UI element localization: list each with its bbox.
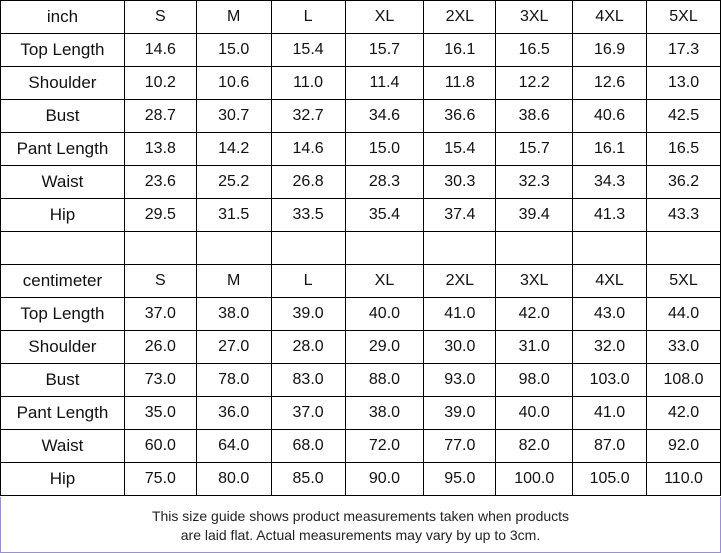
inch-value-cell: 31.5 <box>196 199 271 232</box>
inch-size-header: M <box>196 1 271 34</box>
inch-measure-label: Waist <box>1 166 125 199</box>
cm-value-cell: 40.0 <box>496 397 573 430</box>
inch-value-cell: 12.2 <box>496 67 573 100</box>
cm-value-cell: 39.0 <box>271 298 345 331</box>
inch-value-cell: 15.7 <box>496 133 573 166</box>
spacer-row <box>1 232 721 265</box>
cm-value-cell: 87.0 <box>573 430 647 463</box>
inch-value-cell: 16.5 <box>647 133 721 166</box>
inch-value-cell: 40.6 <box>573 100 647 133</box>
spacer-cell <box>496 232 573 265</box>
spacer-cell <box>647 232 721 265</box>
inch-value-cell: 16.1 <box>424 34 496 67</box>
inch-value-cell: 35.4 <box>345 199 424 232</box>
measurement-note <box>0 497 721 553</box>
inch-value-cell: 30.7 <box>196 100 271 133</box>
inch-value-cell: 16.1 <box>573 133 647 166</box>
cm-value-cell: 41.0 <box>573 397 647 430</box>
cm-value-cell: 29.0 <box>345 331 424 364</box>
inch-value-cell: 36.6 <box>424 100 496 133</box>
inch-value-cell: 34.3 <box>573 166 647 199</box>
inch-value-cell: 13.8 <box>124 133 196 166</box>
cm-value-cell: 40.0 <box>345 298 424 331</box>
inch-value-cell: 41.3 <box>573 199 647 232</box>
spacer-cell <box>345 232 424 265</box>
inch-value-cell: 15.0 <box>345 133 424 166</box>
inch-value-cell: 32.3 <box>496 166 573 199</box>
cm-value-cell: 64.0 <box>196 430 271 463</box>
table-row <box>1 430 721 463</box>
spacer-cell <box>573 232 647 265</box>
inch-value-cell: 37.4 <box>424 199 496 232</box>
inch-value-cell: 10.6 <box>196 67 271 100</box>
cm-value-cell: 27.0 <box>196 331 271 364</box>
cm-value-cell: 26.0 <box>124 331 196 364</box>
table-row <box>1 463 721 496</box>
cm-size-header: 2XL <box>424 265 496 298</box>
inch-measure-label: Pant Length <box>1 133 125 166</box>
table-row <box>1 34 721 67</box>
note-line-1: This size guide shows product measurements taken when products <box>151 508 570 524</box>
table-row <box>1 67 721 100</box>
inch-value-cell: 11.0 <box>271 67 345 100</box>
inch-size-header: 3XL <box>496 1 573 34</box>
inch-value-cell: 28.3 <box>345 166 424 199</box>
inch-value-cell: 28.7 <box>124 100 196 133</box>
cm-value-cell: 110.0 <box>647 463 721 496</box>
cm-value-cell: 78.0 <box>196 364 271 397</box>
inch-value-cell: 34.6 <box>345 100 424 133</box>
inch-value-cell: 17.3 <box>647 34 721 67</box>
table-row <box>1 397 721 430</box>
cm-value-cell: 42.0 <box>647 397 721 430</box>
cm-value-cell: 30.0 <box>424 331 496 364</box>
cm-value-cell: 60.0 <box>124 430 196 463</box>
cm-measure-label: Bust <box>1 364 125 397</box>
cm-value-cell: 28.0 <box>271 331 345 364</box>
inch-value-cell: 32.7 <box>271 100 345 133</box>
spacer-cell <box>424 232 496 265</box>
cm-value-cell: 93.0 <box>424 364 496 397</box>
inch-measure-label: Hip <box>1 199 125 232</box>
spacer-cell <box>271 232 345 265</box>
table-row <box>1 100 721 133</box>
cm-value-cell: 37.0 <box>124 298 196 331</box>
inch-value-cell: 23.6 <box>124 166 196 199</box>
inch-value-cell: 13.0 <box>647 67 721 100</box>
cm-value-cell: 95.0 <box>424 463 496 496</box>
inch-value-cell: 11.4 <box>345 67 424 100</box>
inch-value-cell: 26.8 <box>271 166 345 199</box>
cm-value-cell: 72.0 <box>345 430 424 463</box>
inch-size-header: S <box>124 1 196 34</box>
cm-value-cell: 39.0 <box>424 397 496 430</box>
cm-value-cell: 108.0 <box>647 364 721 397</box>
inch-value-cell: 25.2 <box>196 166 271 199</box>
inch-measure-label: Top Length <box>1 34 125 67</box>
cm-value-cell: 105.0 <box>573 463 647 496</box>
inch-value-cell: 10.2 <box>124 67 196 100</box>
cm-value-cell: 100.0 <box>496 463 573 496</box>
cm-value-cell: 85.0 <box>271 463 345 496</box>
cm-header-row <box>1 265 721 298</box>
inch-value-cell: 11.8 <box>424 67 496 100</box>
cm-value-cell: 80.0 <box>196 463 271 496</box>
cm-value-cell: 73.0 <box>124 364 196 397</box>
cm-value-cell: 77.0 <box>424 430 496 463</box>
table-row <box>1 133 721 166</box>
inch-value-cell: 38.6 <box>496 100 573 133</box>
spacer-cell <box>196 232 271 265</box>
note-line-2: are laid flat. Actual measurements may vary by up to 3cm. <box>180 527 541 543</box>
cm-measure-label: Top Length <box>1 298 125 331</box>
table-row <box>1 331 721 364</box>
inch-size-header: XL <box>345 1 424 34</box>
inch-size-header: 4XL <box>573 1 647 34</box>
cm-value-cell: 41.0 <box>424 298 496 331</box>
table-row <box>1 364 721 397</box>
inch-value-cell: 14.6 <box>271 133 345 166</box>
cm-size-header: 4XL <box>573 265 647 298</box>
cm-measure-label: Shoulder <box>1 331 125 364</box>
inch-value-cell: 36.2 <box>647 166 721 199</box>
inch-value-cell: 15.4 <box>424 133 496 166</box>
inch-value-cell: 16.5 <box>496 34 573 67</box>
cm-value-cell: 88.0 <box>345 364 424 397</box>
cm-value-cell: 32.0 <box>573 331 647 364</box>
inch-value-cell: 42.5 <box>647 100 721 133</box>
cm-value-cell: 83.0 <box>271 364 345 397</box>
cm-value-cell: 38.0 <box>196 298 271 331</box>
cm-value-cell: 90.0 <box>345 463 424 496</box>
inch-value-cell: 14.2 <box>196 133 271 166</box>
cm-value-cell: 103.0 <box>573 364 647 397</box>
cm-size-header: L <box>271 265 345 298</box>
cm-value-cell: 36.0 <box>196 397 271 430</box>
cm-measure-label: Hip <box>1 463 125 496</box>
cm-measure-label: Pant Length <box>1 397 125 430</box>
cm-value-cell: 31.0 <box>496 331 573 364</box>
table-row <box>1 166 721 199</box>
cm-value-cell: 92.0 <box>647 430 721 463</box>
cm-value-cell: 68.0 <box>271 430 345 463</box>
inch-value-cell: 33.5 <box>271 199 345 232</box>
inch-unit-label: inch <box>1 1 125 34</box>
inch-size-header: 2XL <box>424 1 496 34</box>
inch-size-header: 5XL <box>647 1 721 34</box>
cm-size-header: M <box>196 265 271 298</box>
inch-measure-label: Bust <box>1 100 125 133</box>
table-row <box>1 298 721 331</box>
spacer-cell <box>1 232 125 265</box>
inch-value-cell: 12.6 <box>573 67 647 100</box>
cm-value-cell: 44.0 <box>647 298 721 331</box>
cm-value-cell: 42.0 <box>496 298 573 331</box>
cm-size-header: 5XL <box>647 265 721 298</box>
cm-measure-label: Waist <box>1 430 125 463</box>
cm-unit-label: centimeter <box>1 265 125 298</box>
inch-value-cell: 29.5 <box>124 199 196 232</box>
cm-value-cell: 82.0 <box>496 430 573 463</box>
cm-size-header: 3XL <box>496 265 573 298</box>
inch-value-cell: 39.4 <box>496 199 573 232</box>
cm-value-cell: 98.0 <box>496 364 573 397</box>
cm-value-cell: 37.0 <box>271 397 345 430</box>
cm-value-cell: 43.0 <box>573 298 647 331</box>
inch-size-header: L <box>271 1 345 34</box>
inch-value-cell: 30.3 <box>424 166 496 199</box>
inch-value-cell: 16.9 <box>573 34 647 67</box>
inch-value-cell: 15.0 <box>196 34 271 67</box>
spacer-cell <box>124 232 196 265</box>
cm-value-cell: 35.0 <box>124 397 196 430</box>
inch-measure-label: Shoulder <box>1 67 125 100</box>
cm-value-cell: 38.0 <box>345 397 424 430</box>
cm-size-header: XL <box>345 265 424 298</box>
inch-value-cell: 15.4 <box>271 34 345 67</box>
cm-value-cell: 33.0 <box>647 331 721 364</box>
cm-size-header: S <box>124 265 196 298</box>
table-row <box>1 199 721 232</box>
inch-value-cell: 14.6 <box>124 34 196 67</box>
cm-value-cell: 75.0 <box>124 463 196 496</box>
inch-value-cell: 43.3 <box>647 199 721 232</box>
inch-value-cell: 15.7 <box>345 34 424 67</box>
inch-header-row <box>1 1 721 34</box>
